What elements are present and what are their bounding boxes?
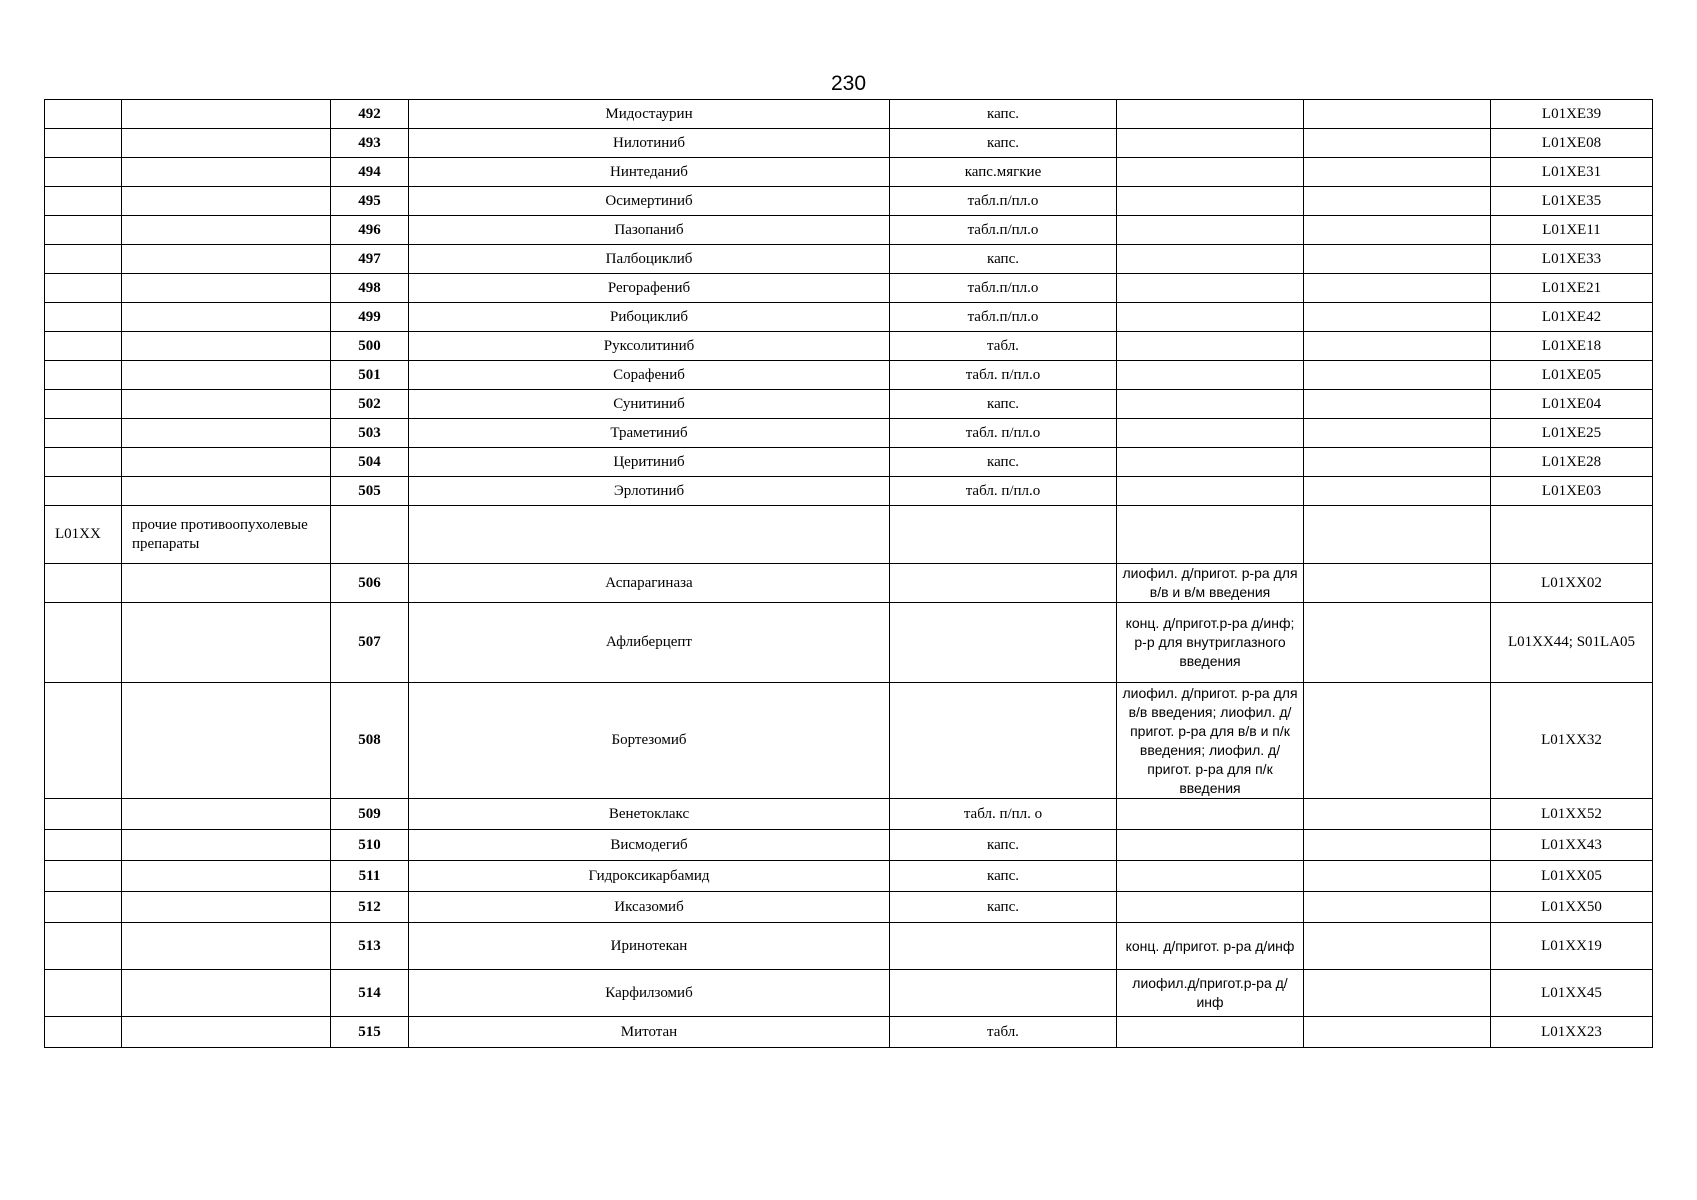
code-cell: [45, 332, 122, 361]
group-name-cell: [122, 861, 331, 892]
dosage-form-detail: [1117, 187, 1304, 216]
code-cell: [45, 390, 122, 419]
table-row: [45, 970, 1653, 1017]
group-name-cell: [122, 970, 331, 1017]
atc-code: L01XE39: [1491, 100, 1653, 129]
dosage-form: табл. п/пл.о: [890, 477, 1117, 506]
group-name-cell: [122, 129, 331, 158]
atc-code: L01XE35: [1491, 187, 1653, 216]
group-name-cell: [122, 603, 331, 683]
drug-name: Гидроксикарбамид: [409, 861, 890, 892]
row-number: 515: [331, 1017, 409, 1048]
dosage-form-detail: [1117, 830, 1304, 861]
group-name-cell: [122, 332, 331, 361]
drug-name: Мидостаурин: [409, 100, 890, 129]
dosage-form: [890, 564, 1117, 603]
drug-name: Сунитиниб: [409, 390, 890, 419]
drug-name: Бортезомиб: [409, 683, 890, 799]
dosage-form: табл. п/пл.о: [890, 361, 1117, 390]
drug-name: Осимертиниб: [409, 187, 890, 216]
row-number: 506: [331, 564, 409, 603]
atc-code: L01XE42: [1491, 303, 1653, 332]
dosage-form-detail: [1117, 419, 1304, 448]
group-name-cell: [122, 390, 331, 419]
drug-name: Нилотиниб: [409, 129, 890, 158]
row-number: 504: [331, 448, 409, 477]
empty-cell: [1304, 799, 1491, 830]
empty-cell: [331, 506, 409, 564]
atc-code: L01XX52: [1491, 799, 1653, 830]
dosage-form-detail: [1117, 477, 1304, 506]
atc-code: L01XE08: [1491, 129, 1653, 158]
row-number: 502: [331, 390, 409, 419]
dosage-form: [890, 923, 1117, 970]
empty-cell: [1304, 892, 1491, 923]
row-number: 494: [331, 158, 409, 187]
table-row: [45, 799, 1653, 830]
code-cell: [45, 419, 122, 448]
row-number: 493: [331, 129, 409, 158]
empty-cell: [1304, 216, 1491, 245]
atc-code: L01XX19: [1491, 923, 1653, 970]
atc-code: L01XE33: [1491, 245, 1653, 274]
row-number: 499: [331, 303, 409, 332]
dosage-form: капс.: [890, 100, 1117, 129]
row-number: 500: [331, 332, 409, 361]
empty-cell: [890, 506, 1117, 564]
dosage-form: капс.: [890, 448, 1117, 477]
drug-name: Иксазомиб: [409, 892, 890, 923]
group-name-cell: [122, 158, 331, 187]
row-number: 495: [331, 187, 409, 216]
row-number: 492: [331, 100, 409, 129]
dosage-form-detail: [1117, 274, 1304, 303]
table-body-after: [45, 564, 1653, 1048]
empty-cell: [1304, 361, 1491, 390]
dosage-form: табл.: [890, 332, 1117, 361]
code-cell: [45, 448, 122, 477]
table-row: [45, 303, 1653, 332]
group-name-cell: [122, 274, 331, 303]
atc-code: L01XE05: [1491, 361, 1653, 390]
table-row: [45, 603, 1653, 683]
empty-cell: [1304, 923, 1491, 970]
code-cell: [45, 923, 122, 970]
atc-code: L01XE04: [1491, 390, 1653, 419]
empty-cell: [1304, 332, 1491, 361]
drug-name: Эрлотиниб: [409, 477, 890, 506]
table-row: [45, 245, 1653, 274]
dosage-form-detail: [1117, 390, 1304, 419]
drug-name: Церитиниб: [409, 448, 890, 477]
dosage-form: [890, 603, 1117, 683]
empty-cell: [1304, 970, 1491, 1017]
dosage-form-detail: [1117, 129, 1304, 158]
group-name-cell: [122, 892, 331, 923]
table-row: [45, 187, 1653, 216]
row-number: 512: [331, 892, 409, 923]
empty-cell: [1304, 187, 1491, 216]
group-name-cell: [122, 477, 331, 506]
group-header: [45, 506, 1653, 564]
group-name-cell: [122, 683, 331, 799]
group-name-cell: [122, 216, 331, 245]
row-number: 510: [331, 830, 409, 861]
dosage-form-detail: [1117, 892, 1304, 923]
row-number: 514: [331, 970, 409, 1017]
dosage-form: табл. п/пл. о: [890, 799, 1117, 830]
dosage-form: капс.: [890, 892, 1117, 923]
drug-name: Венетоклакс: [409, 799, 890, 830]
row-number: 513: [331, 923, 409, 970]
code-cell: [45, 274, 122, 303]
table-row: [45, 216, 1653, 245]
table-row: [45, 1017, 1653, 1048]
code-cell: [45, 564, 122, 603]
drug-name: Траметиниб: [409, 419, 890, 448]
empty-cell: [1304, 506, 1491, 564]
code-cell: [45, 100, 122, 129]
dosage-form: [890, 683, 1117, 799]
atc-code: L01XX02: [1491, 564, 1653, 603]
code-cell: [45, 830, 122, 861]
code-cell: [45, 799, 122, 830]
empty-cell: [1304, 448, 1491, 477]
row-number: 508: [331, 683, 409, 799]
row-number: 507: [331, 603, 409, 683]
table-row: [45, 390, 1653, 419]
row-number: 497: [331, 245, 409, 274]
group-name-cell: [122, 187, 331, 216]
code-cell: [45, 129, 122, 158]
table-row: [45, 892, 1653, 923]
code-cell: [45, 158, 122, 187]
code-cell: [45, 683, 122, 799]
group-name: прочие противоопухолевые препараты: [122, 506, 331, 564]
page-number: 230: [830, 72, 867, 95]
atc-code: L01XX50: [1491, 892, 1653, 923]
dosage-form-detail: [1117, 861, 1304, 892]
atc-code: L01XX32: [1491, 683, 1653, 799]
table-row: [45, 861, 1653, 892]
table-body-before: [45, 100, 1653, 506]
empty-cell: [409, 506, 890, 564]
table-row: [45, 830, 1653, 861]
dosage-form-detail: [1117, 361, 1304, 390]
code-cell: [45, 216, 122, 245]
table-row: [45, 923, 1653, 970]
row-number: 505: [331, 477, 409, 506]
dosage-form-detail: лиофил. д/пригот. р-ра для в/в введения; лиофил. д/пригот. р-ра для в/в и п/к введения; лиофил. д/пригот. р-ра для п/к введения: [1117, 683, 1304, 799]
drug-name: Афлиберцепт: [409, 603, 890, 683]
empty-cell: [1304, 603, 1491, 683]
group-name-cell: [122, 303, 331, 332]
group-code: L01XX: [45, 506, 122, 564]
empty-cell: [1304, 477, 1491, 506]
atc-code: L01XX45: [1491, 970, 1653, 1017]
table-row: [45, 361, 1653, 390]
drug-name: Палбоциклиб: [409, 245, 890, 274]
row-number: 498: [331, 274, 409, 303]
empty-cell: [1117, 506, 1304, 564]
group-name-cell: [122, 923, 331, 970]
group-name-cell: [122, 448, 331, 477]
group-name-cell: [122, 564, 331, 603]
dosage-form: табл. п/пл.о: [890, 419, 1117, 448]
drug-name: Карфилзомиб: [409, 970, 890, 1017]
code-cell: [45, 970, 122, 1017]
empty-cell: [1304, 245, 1491, 274]
dosage-form-detail: [1117, 1017, 1304, 1048]
drug-name: Аспарагиназа: [409, 564, 890, 603]
table-row: [45, 683, 1653, 799]
row-number: 511: [331, 861, 409, 892]
dosage-form: капс.: [890, 129, 1117, 158]
empty-cell: [1304, 683, 1491, 799]
dosage-form: табл.п/пл.о: [890, 303, 1117, 332]
code-cell: [45, 187, 122, 216]
group-name-cell: [122, 245, 331, 274]
dosage-form-detail: [1117, 100, 1304, 129]
empty-cell: [1304, 861, 1491, 892]
code-cell: [45, 477, 122, 506]
dosage-form-detail: лиофил. д/пригот. р-ра для в/в и в/м введения: [1117, 564, 1304, 603]
row-number: 496: [331, 216, 409, 245]
empty-cell: [1304, 129, 1491, 158]
dosage-form-detail: [1117, 216, 1304, 245]
group-row: [45, 506, 1653, 564]
group-name-cell: [122, 799, 331, 830]
empty-cell: [1304, 303, 1491, 332]
dosage-form-detail: [1117, 799, 1304, 830]
table-row: [45, 477, 1653, 506]
atc-code: L01XE28: [1491, 448, 1653, 477]
table-row: [45, 100, 1653, 129]
empty-cell: [1491, 506, 1653, 564]
empty-cell: [1304, 1017, 1491, 1048]
drug-name: Пазопаниб: [409, 216, 890, 245]
group-name-cell: [122, 100, 331, 129]
code-cell: [45, 303, 122, 332]
dosage-form: табл.п/пл.о: [890, 187, 1117, 216]
row-number: 501: [331, 361, 409, 390]
dosage-form-detail: лиофил.д/пригот.р-ра д/инф: [1117, 970, 1304, 1017]
empty-cell: [1304, 830, 1491, 861]
dosage-form-detail: [1117, 245, 1304, 274]
empty-cell: [1304, 419, 1491, 448]
group-name-cell: [122, 1017, 331, 1048]
dosage-form-detail: [1117, 448, 1304, 477]
dosage-form-detail: конц. д/пригот.р-ра д/инф; р-р для внутриглазного введения: [1117, 603, 1304, 683]
atc-code: L01XE11: [1491, 216, 1653, 245]
atc-code: L01XX44; S01LA05: [1491, 603, 1653, 683]
dosage-form: табл.п/пл.о: [890, 216, 1117, 245]
drug-table: [44, 99, 1653, 1048]
drug-name: Иринотекан: [409, 923, 890, 970]
group-name-cell: [122, 830, 331, 861]
atc-code: L01XE18: [1491, 332, 1653, 361]
empty-cell: [1304, 390, 1491, 419]
drug-name: Нинтеданиб: [409, 158, 890, 187]
code-cell: [45, 603, 122, 683]
table-row: [45, 129, 1653, 158]
code-cell: [45, 1017, 122, 1048]
dosage-form: табл.: [890, 1017, 1117, 1048]
drug-name: Митотан: [409, 1017, 890, 1048]
code-cell: [45, 245, 122, 274]
code-cell: [45, 861, 122, 892]
empty-cell: [1304, 274, 1491, 303]
dosage-form-detail: конц. д/пригот. р-ра д/инф: [1117, 923, 1304, 970]
empty-cell: [1304, 564, 1491, 603]
empty-cell: [1304, 158, 1491, 187]
dosage-form-detail: [1117, 158, 1304, 187]
atc-code: L01XE21: [1491, 274, 1653, 303]
drug-name: Руксолитиниб: [409, 332, 890, 361]
dosage-form: [890, 970, 1117, 1017]
drug-name: Рибоциклиб: [409, 303, 890, 332]
empty-cell: [1304, 100, 1491, 129]
row-number: 509: [331, 799, 409, 830]
dosage-form: табл.п/пл.о: [890, 274, 1117, 303]
drug-name: Висмодегиб: [409, 830, 890, 861]
dosage-form-detail: [1117, 332, 1304, 361]
atc-code: L01XX43: [1491, 830, 1653, 861]
table-row: [45, 564, 1653, 603]
dosage-form: капс.: [890, 390, 1117, 419]
code-cell: [45, 361, 122, 390]
atc-code: L01XE03: [1491, 477, 1653, 506]
table-row: [45, 158, 1653, 187]
drug-name: Сорафениб: [409, 361, 890, 390]
atc-code: L01XE31: [1491, 158, 1653, 187]
code-cell: [45, 892, 122, 923]
dosage-form: капс.: [890, 861, 1117, 892]
dosage-form-detail: [1117, 303, 1304, 332]
table-row: [45, 419, 1653, 448]
atc-code: L01XX05: [1491, 861, 1653, 892]
dosage-form: капс.мягкие: [890, 158, 1117, 187]
table-row: [45, 274, 1653, 303]
table-row: [45, 332, 1653, 361]
drug-name: Регорафениб: [409, 274, 890, 303]
atc-code: L01XX23: [1491, 1017, 1653, 1048]
table-row: [45, 448, 1653, 477]
dosage-form: капс.: [890, 830, 1117, 861]
atc-code: L01XE25: [1491, 419, 1653, 448]
dosage-form: капс.: [890, 245, 1117, 274]
group-name-cell: [122, 361, 331, 390]
row-number: 503: [331, 419, 409, 448]
group-name-cell: [122, 419, 331, 448]
